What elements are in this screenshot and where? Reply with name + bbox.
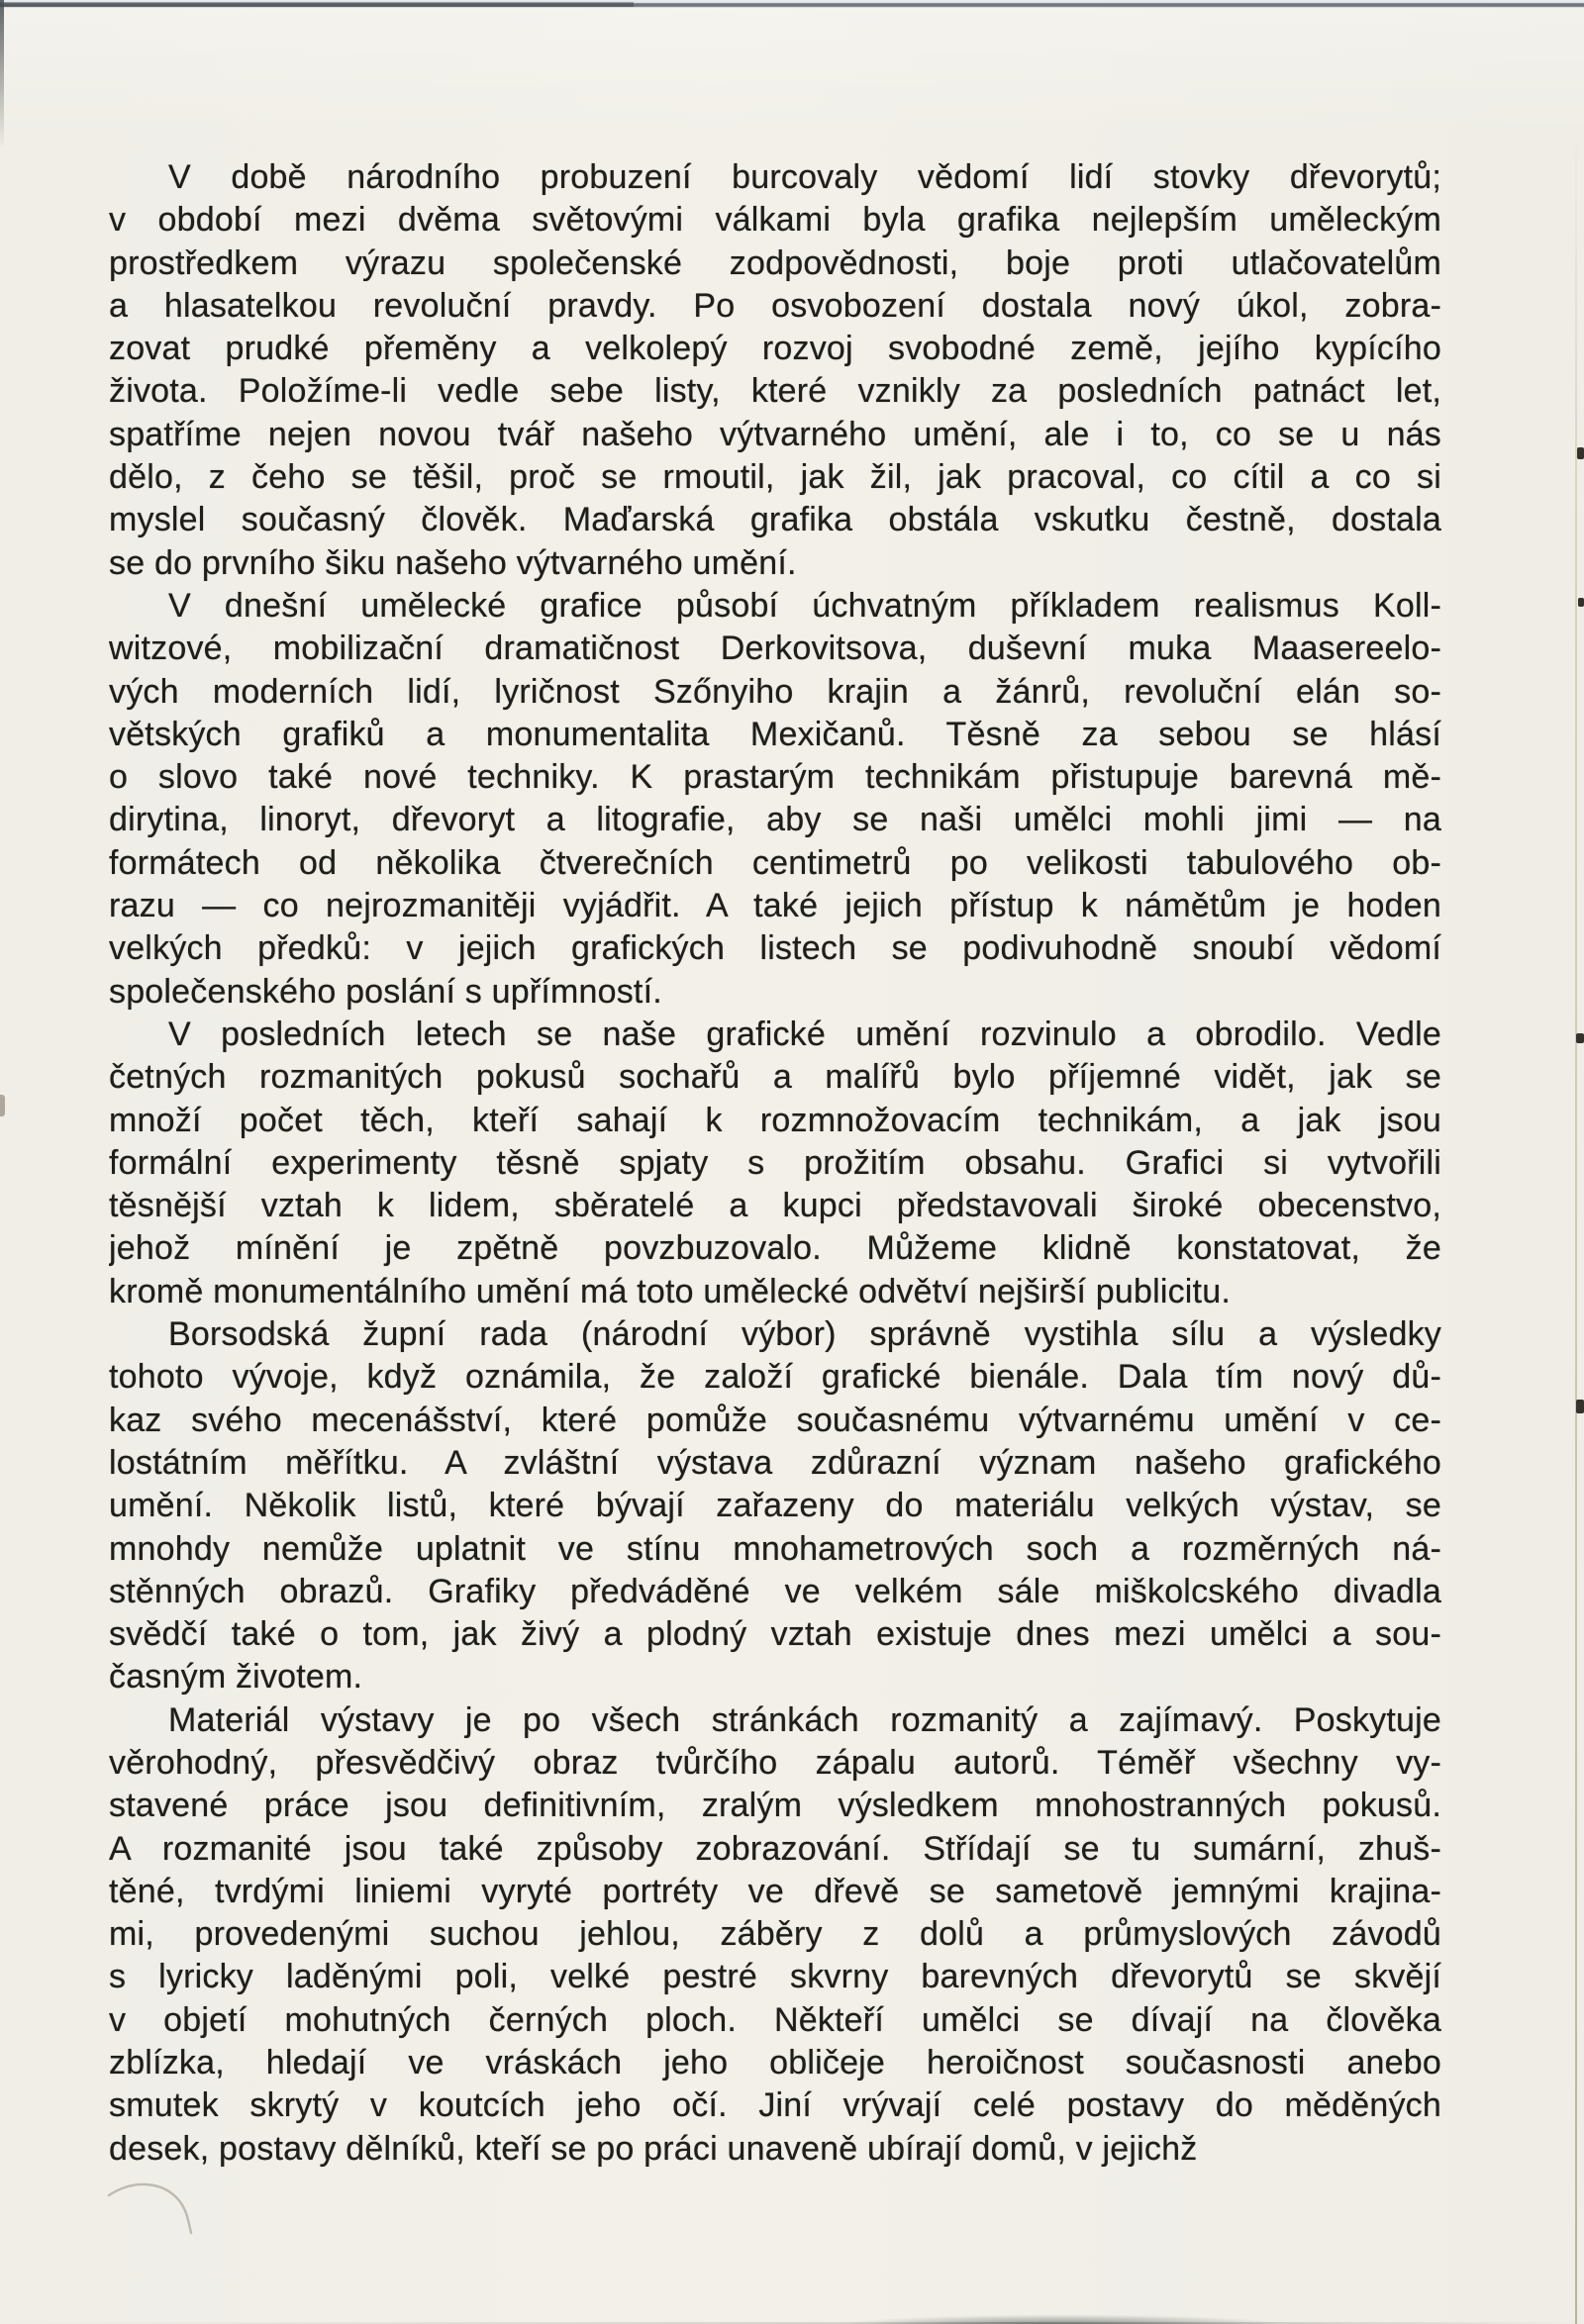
text-line: formátech od několika čtverečních centimetrů po velikosti tabulového ob- xyxy=(109,843,1441,882)
text-line: s lyricky laděnými poli, velké pestré skvrny barevných dřevorytů se skvějí xyxy=(109,1958,1441,1996)
text-line: vých moderních lidí, lyričnost Szőnyiho krajin a žánrů, revoluční elán so- xyxy=(109,672,1441,711)
scan-right-edge-speck xyxy=(1578,598,1584,607)
scan-right-edge-speck xyxy=(1577,447,1584,459)
text-line: se do prvního šiku našeho výtvarného umění. xyxy=(109,543,797,582)
text-line: kromě monumentálního umění má toto umělecké odvětví nejširší publicitu. xyxy=(109,1272,1231,1310)
text-line: desek, postavy dělníků, kteří se po práci unaveně ubírají domů, v jejichž xyxy=(109,2129,1198,2168)
text-line: stěnných obrazů. Grafiky předváděné ve velkém sále miškolcského divadla xyxy=(109,1572,1441,1610)
text-line: dělo, z čeho se těšil, proč se rmoutil, jak žil, jak pracoval, co cítil a co si xyxy=(109,458,1441,497)
text-line: V době národního probuzení burcovaly vědomí lidí stovky dřevorytů; xyxy=(168,158,1441,196)
text-line: smutek skrytý v koutcích jeho očí. Jiní vrývají celé postavy do měděných xyxy=(109,2086,1441,2125)
text-line: V dnešní umělecké grafice působí úchvatným příkladem realismus Koll- xyxy=(168,586,1441,625)
text-line: formální experimenty těsně spjaty s prožitím obsahu. Grafici si vytvořili xyxy=(109,1143,1441,1182)
text-line: větských grafiků a monumentalita Mexičanů. Těsně za sebou se hlásí xyxy=(109,715,1441,753)
text-line: stavené práce jsou definitivním, zralým výsledkem mnohostranných pokusů. xyxy=(109,1787,1441,1825)
text-line: časným životem. xyxy=(109,1658,363,1696)
text-line: tohoto vývoje, když oznámila, že založí grafické bienále. Dala tím nový dů- xyxy=(109,1358,1441,1397)
text-line: kaz svého mecenášství, které pomůže současnému výtvarnému umění v ce- xyxy=(109,1401,1441,1439)
text-line: a hlasatelkou revoluční pravdy. Po osvobození dostala nový úkol, zobra- xyxy=(109,286,1441,325)
text-line: razu — co nejrozmanitěji vyjádřit. A také jejich přístup k námětům je hoden xyxy=(109,887,1441,925)
text-line: v objetí mohutných černých ploch. Někteří umělci se dívají na člověka xyxy=(109,2000,1441,2039)
text-line: těsnější vztah k lidem, sběratelé a kupci představovali široké obecenstvo, xyxy=(109,1187,1441,1225)
text-line: V posledních letech se naše grafické umění rozvinulo a obrodilo. Vedle xyxy=(168,1015,1441,1053)
text-line: četných rozmanitých pokusů sochařů a malířů bylo příjemné vidět, jak se xyxy=(109,1058,1441,1097)
scan-top-edge-shadow xyxy=(0,2,634,7)
text-line: těné, tvrdými liniemi vyryté portréty ve dřevě se sametově jemnými krajina- xyxy=(109,1872,1441,1910)
text-line: svědčí také o tom, jak živý a plodný vztah existuje dnes mezi umělci a sou- xyxy=(109,1615,1441,1654)
text-line: množí počet těch, kteří sahají k rozmnožovacím technikám, a jak jsou xyxy=(109,1101,1441,1139)
text-line: v období mezi dvěma světovými válkami byla grafika nejlepším uměleckým xyxy=(109,201,1441,240)
text-line: umění. Několik listů, které bývají zařazeny do materiálu velkých výstav, se xyxy=(109,1487,1441,1525)
text-line: Materiál výstavy je po všech stránkách rozmanitý a zajímavý. Poskytuje xyxy=(168,1700,1441,1739)
scan-left-edge-speck xyxy=(0,1095,5,1116)
text-line: myslel současný člověk. Maďarská grafika obstála vskutku čestně, dostala xyxy=(109,501,1441,539)
text-line: velkých předků: v jejich grafických listech se podivuhodně snoubí vědomí xyxy=(109,929,1441,968)
scan-left-edge-mark xyxy=(0,0,4,148)
scan-right-edge-speck xyxy=(1576,1400,1584,1413)
text-line: Borsodská župní rada (národní výbor) správně vystihla sílu a výsledky xyxy=(168,1315,1441,1354)
text-line: A rozmanité jsou také způsoby zobrazování. Střídají se tu sumární, zhuš- xyxy=(109,1829,1441,1868)
text-line: jehož mínění je zpětně povzbuzovalo. Můžeme klidně konstatovat, že xyxy=(109,1229,1441,1268)
text-line: prostředkem výrazu společenské zodpovědnosti, boje proti utlačovatelům xyxy=(109,243,1441,282)
text-line: lostátním měřítku. A zvláštní výstava zdůrazní význam našeho grafického xyxy=(109,1443,1441,1482)
text-line: o slovo také nové techniky. K prastarým technikám přistupuje barevná mě- xyxy=(109,758,1441,797)
text-line: věrohodný, přesvědčivý obraz tvůrčího zápalu autorů. Téměř všechny vy- xyxy=(109,1743,1441,1782)
text-line: spatříme nejen novou tvář našeho výtvarného umění, ale i to, co se u nás xyxy=(109,415,1441,453)
text-line: života. Položíme-li vedle sebe listy, které vznikly za posledních patnáct let, xyxy=(109,372,1441,411)
text-line: zblízka, hledají ve vráskách jeho obličeje heroičnost současnosti anebo xyxy=(109,2044,1441,2082)
scan-right-edge-speck xyxy=(1576,1033,1584,1043)
body-text xyxy=(109,156,1441,2171)
text-line: witzové, mobilizační dramatičnost Derkovitsova, duševní muka Maasereelo- xyxy=(109,629,1441,668)
text-line: společenského poslání s upřímností. xyxy=(109,972,662,1011)
text-line: mi, provedenými suchou jehlou, záběry z dolů a průmyslových závodů xyxy=(109,1915,1441,1954)
text-line: zovat prudké přeměny a velkolepý rozvoj svobodné země, jejího kypícího xyxy=(109,330,1441,368)
text-line: dirytina, linoryt, dřevoryt a litografie, aby se naši umělci mohli jimi — na xyxy=(109,801,1441,839)
text-line: mnohdy nemůže uplatnit ve stínu mnohametrových soch a rozměrných ná- xyxy=(109,1529,1441,1568)
pencil-smudge xyxy=(99,2174,228,2253)
